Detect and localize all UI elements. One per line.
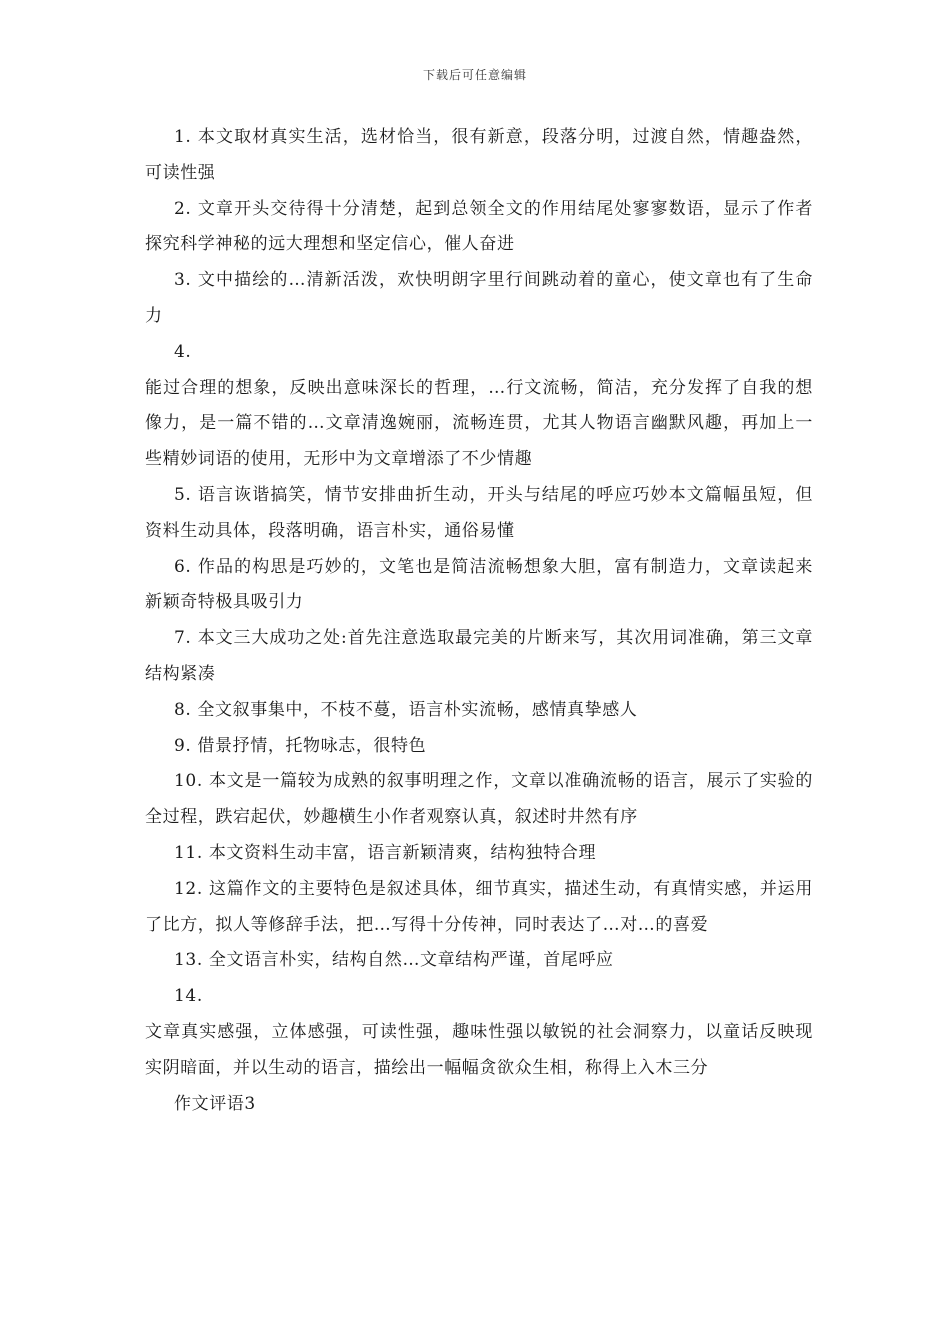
comment-item-6: 6. 作品的构思是巧妙的，文笔也是简洁流畅想象大胆，富有制造力，文章读起来新颖奇特极具吸引力: [145, 556, 813, 613]
section-heading: 作文评语3: [174, 1093, 256, 1114]
comment-item-10: 10. 本文是一篇较为成熟的叙事明理之作，文章以准确流畅的语言，展示了实验的全过程，跌宕起伏，妙趣横生小作者观察认真，叙述时井然有序: [145, 771, 813, 828]
comment-item-3: 3. 文中描绘的…清新活泼，欢快明朗字里行间跳动着的童心，使文章也有了生命力: [145, 270, 813, 326]
comment-item-11: 11. 本文资料生动丰富，语言新颖清爽，结构独特合理: [174, 842, 597, 863]
comment-item-14-number: 14.: [174, 986, 203, 1007]
comment-item-13: 13. 全文语言朴实，结构自然…文章结构严谨，首尾呼应: [174, 950, 614, 971]
comment-item-4-number: 4.: [174, 341, 192, 362]
comment-item-1: 1. 本文取材真实生活，选材恰当，很有新意，段落分明，过渡自然，情趣盎然，可读性强: [145, 127, 813, 183]
comment-item-8: 8. 全文叙事集中，不枝不蔓，语言朴实流畅，感情真挚感人: [174, 699, 638, 720]
page-header: 下载后可任意编辑: [422, 68, 527, 82]
comment-item-14-text: 文章真实感强，立体感强，可读性强，趣味性强以敏锐的社会洞察力，以童话反映现实阴暗面，并以生动的语言，描绘出一幅幅贪欲众生相，称得上入木三分: [145, 1021, 813, 1078]
document-body: [145, 120, 813, 1122]
comment-item-9: 9. 借景抒情，托物咏志，很特色: [174, 735, 427, 756]
comment-item-4-text: 能过合理的想象，反映出意味深长的哲理，…行文流畅，简洁，充分发挥了自我的想像力，是一篇不错的…文章清逸婉丽，流畅连贯，尤其人物语言幽默风趣，再加上一些精妙词语的使用，无形中为文章增添了不少情趣: [145, 377, 813, 470]
comment-item-5: 5. 语言诙谐搞笑，情节安排曲折生动，开头与结尾的呼应巧妙本文篇幅虽短，但资料生动具体，段落明确，语言朴实，通俗易懂: [145, 484, 813, 541]
comment-item-2: 2. 文章开头交待得十分清楚，起到总领全文的作用结尾处寥寥数语，显示了作者探究科学神秘的远大理想和坚定信心，催人奋进: [145, 198, 813, 255]
comment-item-7: 7. 本文三大成功之处:首先注意选取最完美的片断来写，其次用词准确，第三文章结构紧凑: [145, 628, 813, 684]
comment-item-12: 12. 这篇作文的主要特色是叙述具体，细节真实，描述生动，有真情实感，并运用了比方，拟人等修辞手法，把…写得十分传神，同时表达了…对…的喜爱: [145, 878, 813, 935]
